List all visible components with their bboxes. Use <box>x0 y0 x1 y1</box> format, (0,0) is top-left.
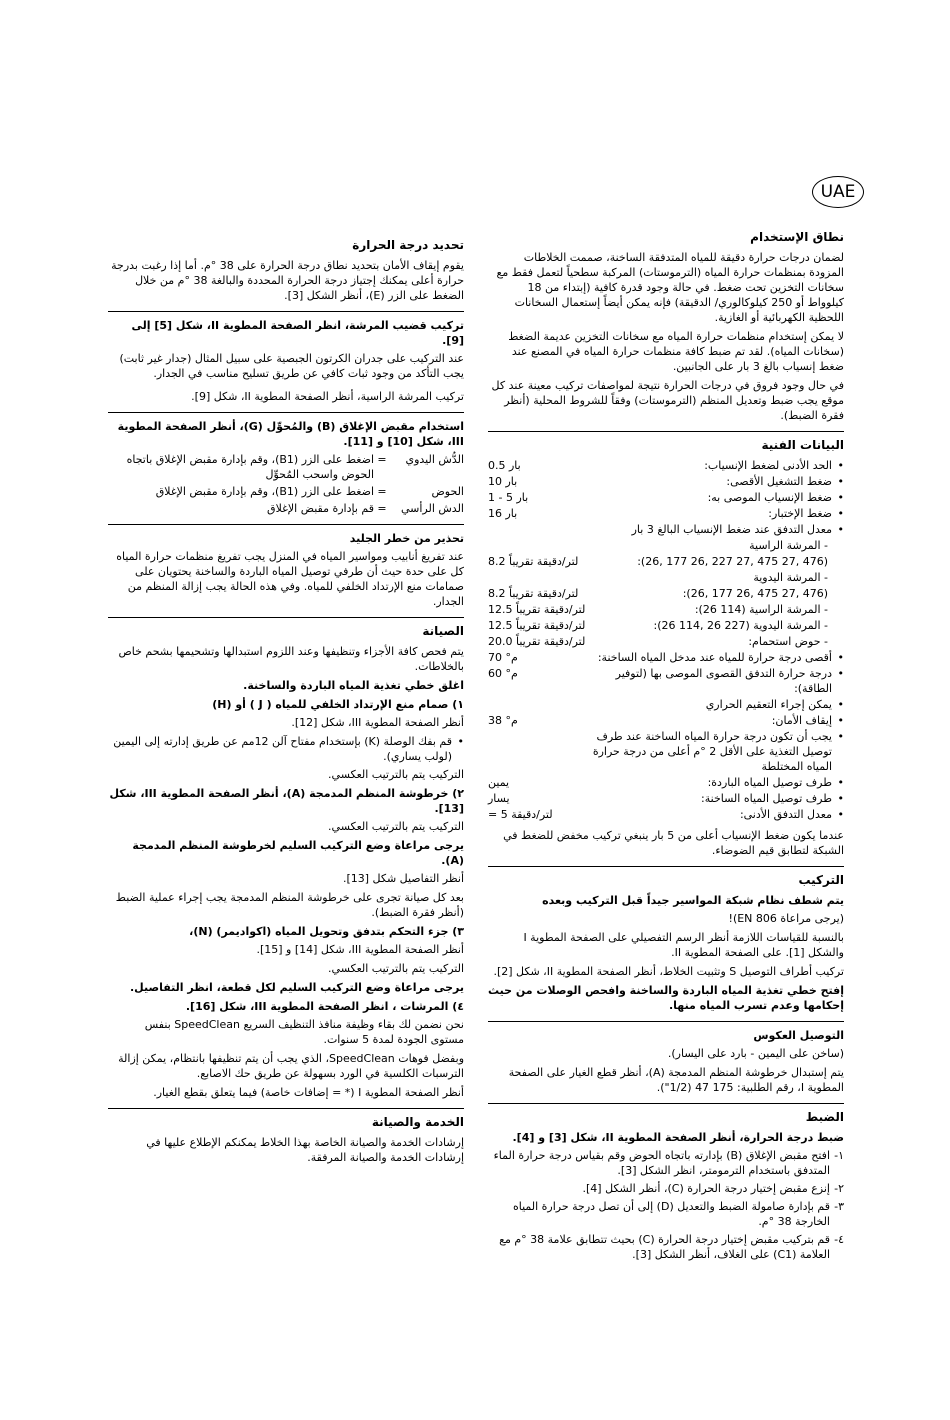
tech-data-value: 1 - 5 بار <box>488 491 529 504</box>
check-valve-step: • قم بفك الوصلة (K) بإستخدام مفتاح آلن 12مم عن طريق إدارته إلى اليمين (لولب يساري). <box>108 734 464 764</box>
scope-paragraph: في حال وجود فروق في درجات الحرارة نتيجة لمواصفات تركيب معينة عند كل موقع يجب ضبط وتعديل المنظم (الترموستات) وفقاً للشروط المحلية (أنظر فقرة الضبط). <box>491 379 844 422</box>
head-shower-text: تركيب المرشة الراسية، أنظر الصفحة المطوية II، شكل [9]. <box>191 390 464 403</box>
tech-data-value: 70 °م <box>488 651 518 664</box>
right-column <box>488 230 844 1265</box>
tech-data-label: • معدل التدفق عند ضغط الإنسياب البالغ 3 بار <box>588 522 844 537</box>
tech-data-row <box>488 791 844 806</box>
tech-data-heading: البيانات الفنية <box>761 438 844 452</box>
installation-flush-note: يتم شطف نظام شبكة المواسير جيداً قبل التركيب وبعده <box>542 894 844 907</box>
section-divider <box>488 1103 844 1104</box>
tech-data-row <box>488 666 844 696</box>
operation-row: الحوض = اضغط على الزر (B1)، وقم بإدارة مقبض الإغلاق <box>155 485 464 498</box>
section-divider <box>108 412 464 413</box>
section-divider <box>108 524 464 525</box>
tech-data-value: 8.2 لتر/دقيقة تقريباً <box>488 555 579 568</box>
speedclean-text: وبفضل فوهات SpeedClean، الذي يجب أن يتم تنظيفها بانتظام، يمكن إزالة الترسبات الكلسية في الورد بسهولة عن طريق حك الاصابع. <box>118 1052 464 1080</box>
tech-data-value: 12.5 لتر/دقيقة تقريباً <box>488 603 586 616</box>
temperature-limit-text: يقوم إيقاف الأمان بتحديد نطاق درجة الحرارة على 38 °م. أما إذا رغبت بدرجة حرارة أعلى يمكنك إجتياز درجة الحرارة المحددة والبالغة 38 °م من خلال الضغط على الزر (E)، أنظر الشكل [3]. <box>111 259 464 302</box>
operation-row: الدش الرأسي = قم بإدارة مقبض الإغلاق <box>267 502 464 515</box>
tech-data-label: - حوض استحمام: <box>748 635 828 648</box>
tech-data-list <box>488 458 844 822</box>
scope-paragraph: لا يمكن إستخدام منظمات حرارة المياه مع سخانات التخزين عديمة الضغط (سخانات المياه). لقد تم ضبط كافة منظمات حرارة المياه في المصنع عند ضغط إنسياب بالغ 3 بار على الجانبين. <box>508 330 844 373</box>
tech-data-value: 20.0 لتر/دقيقة تقريباً <box>488 635 586 648</box>
tech-data-value: 12.5 لتر/دقيقة تقريباً <box>488 619 586 632</box>
tech-data-label: - المرشة اليدوية (227 26 ,114 26): <box>653 619 828 632</box>
frost-warning-heading: تحذير من خطر الجليد <box>349 532 464 545</box>
adjustment-heading: الضبط <box>805 1110 844 1124</box>
cartridge-position-note: يرجى مراعاة وضع التركيب السليم لخرطوشة المنظم المدمجة (A). <box>132 839 464 867</box>
installation-connections: تركيب أطراف التوصيل S وتثبيت الخلاط، أنظر الصفحة المطوية II، شكل [2]. <box>493 965 844 978</box>
reverse-connection-text: (ساخن على اليمين - بارد على اليسار). <box>667 1047 844 1060</box>
tech-data-row <box>488 634 844 649</box>
installation-heading: التركيب <box>798 873 844 887</box>
tech-data-row <box>488 522 844 537</box>
tech-data-row <box>488 618 844 633</box>
tech-data-row <box>488 538 844 553</box>
tech-data-value: 60 °م <box>488 667 518 680</box>
cartridge-heading: ٢) خرطوشة المنظم المدمجة (A)، أنظر الصفحة المطوية III، شكل [13]. <box>109 787 464 815</box>
tech-data-value: يمين <box>488 776 510 789</box>
tech-data-label: • أقصى درجة حرارة للمياه عند مدخل المياه الساخنة: <box>588 650 844 665</box>
adjustment-steps <box>488 1148 844 1262</box>
frost-warning-text: عند تفريغ أنابيب ومواسير المياه في المنزل يجب تفريغ منظمات حرارة المياه كل على حدة حيث أن طرفي توصيل المياه الباردة والساخنة يحتويان على صمامات منع الإرتداد الخلفي للمياه. وفي هذه الحالة يجب إزالة المنظم من الجدار. <box>116 550 464 608</box>
section-divider <box>108 1108 464 1109</box>
tech-data-label: • طرف توصيل المياه الباردة: <box>588 775 844 790</box>
reverse-order-note: التركيب يتم بالترتيب العكسي. <box>328 768 464 781</box>
aquadimmer-heading: ٣) جزء التحكم بتدفق وتحويل المياه (اكواديمر) (N)، <box>189 925 464 938</box>
check-valve-ref: أنظر الصفحة المطوية III، شكل [12]. <box>291 716 464 729</box>
tech-data-row <box>488 490 844 505</box>
maintenance-text: يتم فحص كافة الأجزاء وتنظيفها وعند اللزوم استبدالها وتشحيمها بشحم خاص بالخلاطات. <box>118 645 464 673</box>
adjustment-step: ٢- إنزع مقبض إختيار درجة الحرارة (C)، أنظر الشكل [4]. <box>582 1182 844 1195</box>
showers-heading: ٤) المرشات ، انظر الصفحة المطوية III، شكل [16]. <box>185 1000 464 1013</box>
tech-data-label: • إيقاف الأمان: <box>588 713 844 728</box>
reverse-connection-heading: التوصيل العكوس <box>753 1029 844 1042</box>
tech-data-value: 10 بار <box>488 475 518 488</box>
service-heading: الخدمة والصيانة <box>371 1115 464 1129</box>
tech-data-row <box>488 729 844 774</box>
section-divider <box>488 1021 844 1022</box>
section-divider <box>108 617 464 618</box>
tech-data-value: 16 بار <box>488 507 518 520</box>
adjustment-lead: ضبط درجة الحرارة، أنظر الصفحة المطوية II، شكل [3] و [4]. <box>512 1131 844 1144</box>
tech-data-label: • ضغط الإختبار: <box>588 506 844 521</box>
tech-data-label: • يجب أن تكون درجة حرارة المياه الساخنة عند طرف توصيل التغذية على الأقل 2 °م أعلى من درجة حرارة المياه المختلطة <box>588 729 844 774</box>
tech-data-row <box>488 775 844 790</box>
diverter-heading: استخدام مقبض الإغلاق (B) والمُحوِّل (G)، أنظر الصفحة المطوية III، شكل [10] و [11]. <box>117 420 464 448</box>
tech-data-value: 0.5 بار <box>488 459 521 472</box>
adjustment-step: ٣- قم بإدارة صامولة الضبط والتعديل (D) إلى أن تصل درجة حرارة المياه الخارجة 38 °م. <box>512 1200 844 1228</box>
tech-data-value: يسار <box>488 792 510 805</box>
tech-data-label: • طرف توصيل المياه الساخنة: <box>588 791 844 806</box>
tech-data-label: - المرشة اليدوية <box>753 571 828 584</box>
tech-data-label: - المرشة الراسية (114 26): <box>694 603 828 616</box>
section-divider <box>108 311 464 312</box>
tech-data-row <box>488 650 844 665</box>
service-text: إرشادات الخدمة والصيانة الخاصة بهذا الخلاط يمكنكم الإطلاع عليها في إرشادات الخدمة والصيانة المرفقة. <box>146 1136 464 1164</box>
installation-leak-check: إفتح خطي تغذية المياه الباردة والساخنة وافحص الوصلات من حيث إحكامها وعدم تسرب المياه منها. <box>487 984 844 1012</box>
scope-paragraph: لضمان درجات حرارة دقيقة للمياه المتدفقة الساخنة، صممت الخلاطات المزودة بمنظمات حرارة المياه (الترموستات) المركبة سطحياً لتعمل فقط مع سخانات التخزين تحت ضغط. في حالة وجود قدرة كافية (إبتداء من 18 كيلوواط أو 250 كيلوكالوري/ الدقيقة) فإنه يمكن أيضاً إستعمال السخانات اللحظية الكهربائية أو الغازية. <box>496 251 844 324</box>
shower-rod-text: عند التركيب على جدران الكرتون الجبصية على سبيل المثال (جدار غير ثابت) يجب التأكد من وجود ثبات كافي عن طريق تسليح مناسب في الجدار. <box>119 352 464 380</box>
tech-data-row <box>488 697 844 712</box>
adjustment-step: ٤- قم بتركيب مقبض إختيار درجة الحرارة (C) بحيث تتطابق علامة 38 °م مع العلامة (C1) على الغلاف، أنظر الشكل [3]. <box>499 1233 844 1261</box>
spare-parts-note: أنظر الصفحة المطوية I (* = إضافات خاصة) فيما يتعلق بقطع الغيار. <box>153 1086 464 1099</box>
reverse-connection-text: يتم إستبدال خرطوشة المنظم المدمجة (A)، أنظر قطع الغيار على الصفحة المطوية I، رقم الطلبية: 175 47 (1/2"). <box>508 1066 844 1094</box>
tech-data-value: 38 °م <box>488 714 518 727</box>
tech-data-row <box>488 713 844 728</box>
tech-data-row <box>488 570 844 585</box>
scope-heading: نطاق الإستخدام <box>750 230 844 244</box>
section-divider <box>488 431 844 432</box>
adjustment-step: ١- افتح مقبض الإغلاق (B) بإدارته باتجاه الحوض وقم بقياس درجة حرارة الماء المتدفق باستخدام الترمومتر، انظر الشكل [3]. <box>493 1149 844 1177</box>
left-column <box>108 238 464 1169</box>
reverse-order-note: التركيب يتم بالترتيب العكسي. <box>328 820 464 833</box>
speedclean-guarantee: نحن نضمن لك بقاء وظيفة منافذ التنظيف السريع SpeedClean بنفس مستوى الجودة لمدة 5 سنوات. <box>144 1018 464 1046</box>
tech-data-label: (476 ,27 475 ,27 227 ,26 177 ,26): <box>637 555 828 568</box>
tech-data-value: = 5 لتر/دقيقة <box>488 808 553 821</box>
tech-data-label: • الحد الأدنى لضغط الإنسياب: <box>588 458 844 473</box>
tech-data-row <box>488 458 844 473</box>
temperature-limit-heading: تحديد درجة الحرارة <box>352 238 464 252</box>
tech-note: عندما يكون ضغط الإنسياب أعلى من 5 بار ينبغي تركيب مخفض للضغط في الشبكة لتطابق قيم الضوضاء. <box>503 829 844 857</box>
tech-data-row <box>488 602 844 617</box>
tech-data-label: - المرشة الراسية <box>749 539 828 552</box>
section-divider <box>488 866 844 867</box>
tech-data-value: 8.2 لتر/دقيقة تقريباً <box>488 587 579 600</box>
country-badge: UAE <box>812 176 864 208</box>
aquadimmer-position-note: يرجى مراعاة وضع التركيب السليم لكل قطعة، انظر التفاصيل. <box>129 981 464 994</box>
shower-rod-heading: تركيب قضيب المرشة، انظر الصفحة المطوية II، شكل [5] إلى [9]. <box>131 319 464 347</box>
tech-data-row <box>488 586 844 601</box>
maintenance-close-supply: اغلق خطي تغذية المياه الباردة والساخنة. <box>243 679 464 692</box>
tech-data-label: • معدل التدفق الأدنى: <box>588 807 844 822</box>
tech-data-row <box>488 807 844 822</box>
reverse-order-note: التركيب يتم بالترتيب العكسي. <box>328 962 464 975</box>
cartridge-after-note: بعد كل صيانة تجرى على خرطوشة المنظم المدمجة يجب إجراء عملية الضبط (أنظر فقرة الضبط). <box>115 891 464 919</box>
tech-data-label: (476 ,27 475 ,26 177 ,26): <box>682 587 828 600</box>
installation-standard: (يرجى مراعاة EN 806)! <box>728 912 844 925</box>
aquadimmer-ref: أنظر الصفحة المطوية III، شكل [14] و [15]. <box>256 943 464 956</box>
maintenance-heading: الصيانة <box>422 624 464 638</box>
installation-dimensions: بالنسبة للقياسات اللازمة أنظر الرسم التفصيلي على الصفحة المطوية I والشكل [1]. على الصفحة المطوية II. <box>523 931 844 959</box>
cartridge-detail-ref: أنظر التفاصيل شكل [13]. <box>342 872 464 885</box>
tech-data-row <box>488 554 844 569</box>
tech-data-row <box>488 506 844 521</box>
tech-data-label: • يمكن إجراء التعقيم الحراري <box>588 697 844 712</box>
check-valve-heading: ١) صمام منع الإرتداد الخلفي للمياه ( J ) أو (H) <box>212 698 464 711</box>
operation-row: الدُّش اليدوي = اضغط على الزر (B1)، وقم بإدارة مقبض الإغلاق باتجاه الحوض واسحب المُحوِّل <box>126 453 464 481</box>
tech-data-label: • ضغط التشغيل الأقصى: <box>588 474 844 489</box>
tech-data-label: • ضغط الإنسياب الموصى به: <box>588 490 844 505</box>
tech-data-row <box>488 474 844 489</box>
tech-data-label: • درجة حرارة التدفق القصوى الموصى بها (لتوفير الطاقة): <box>588 666 844 696</box>
